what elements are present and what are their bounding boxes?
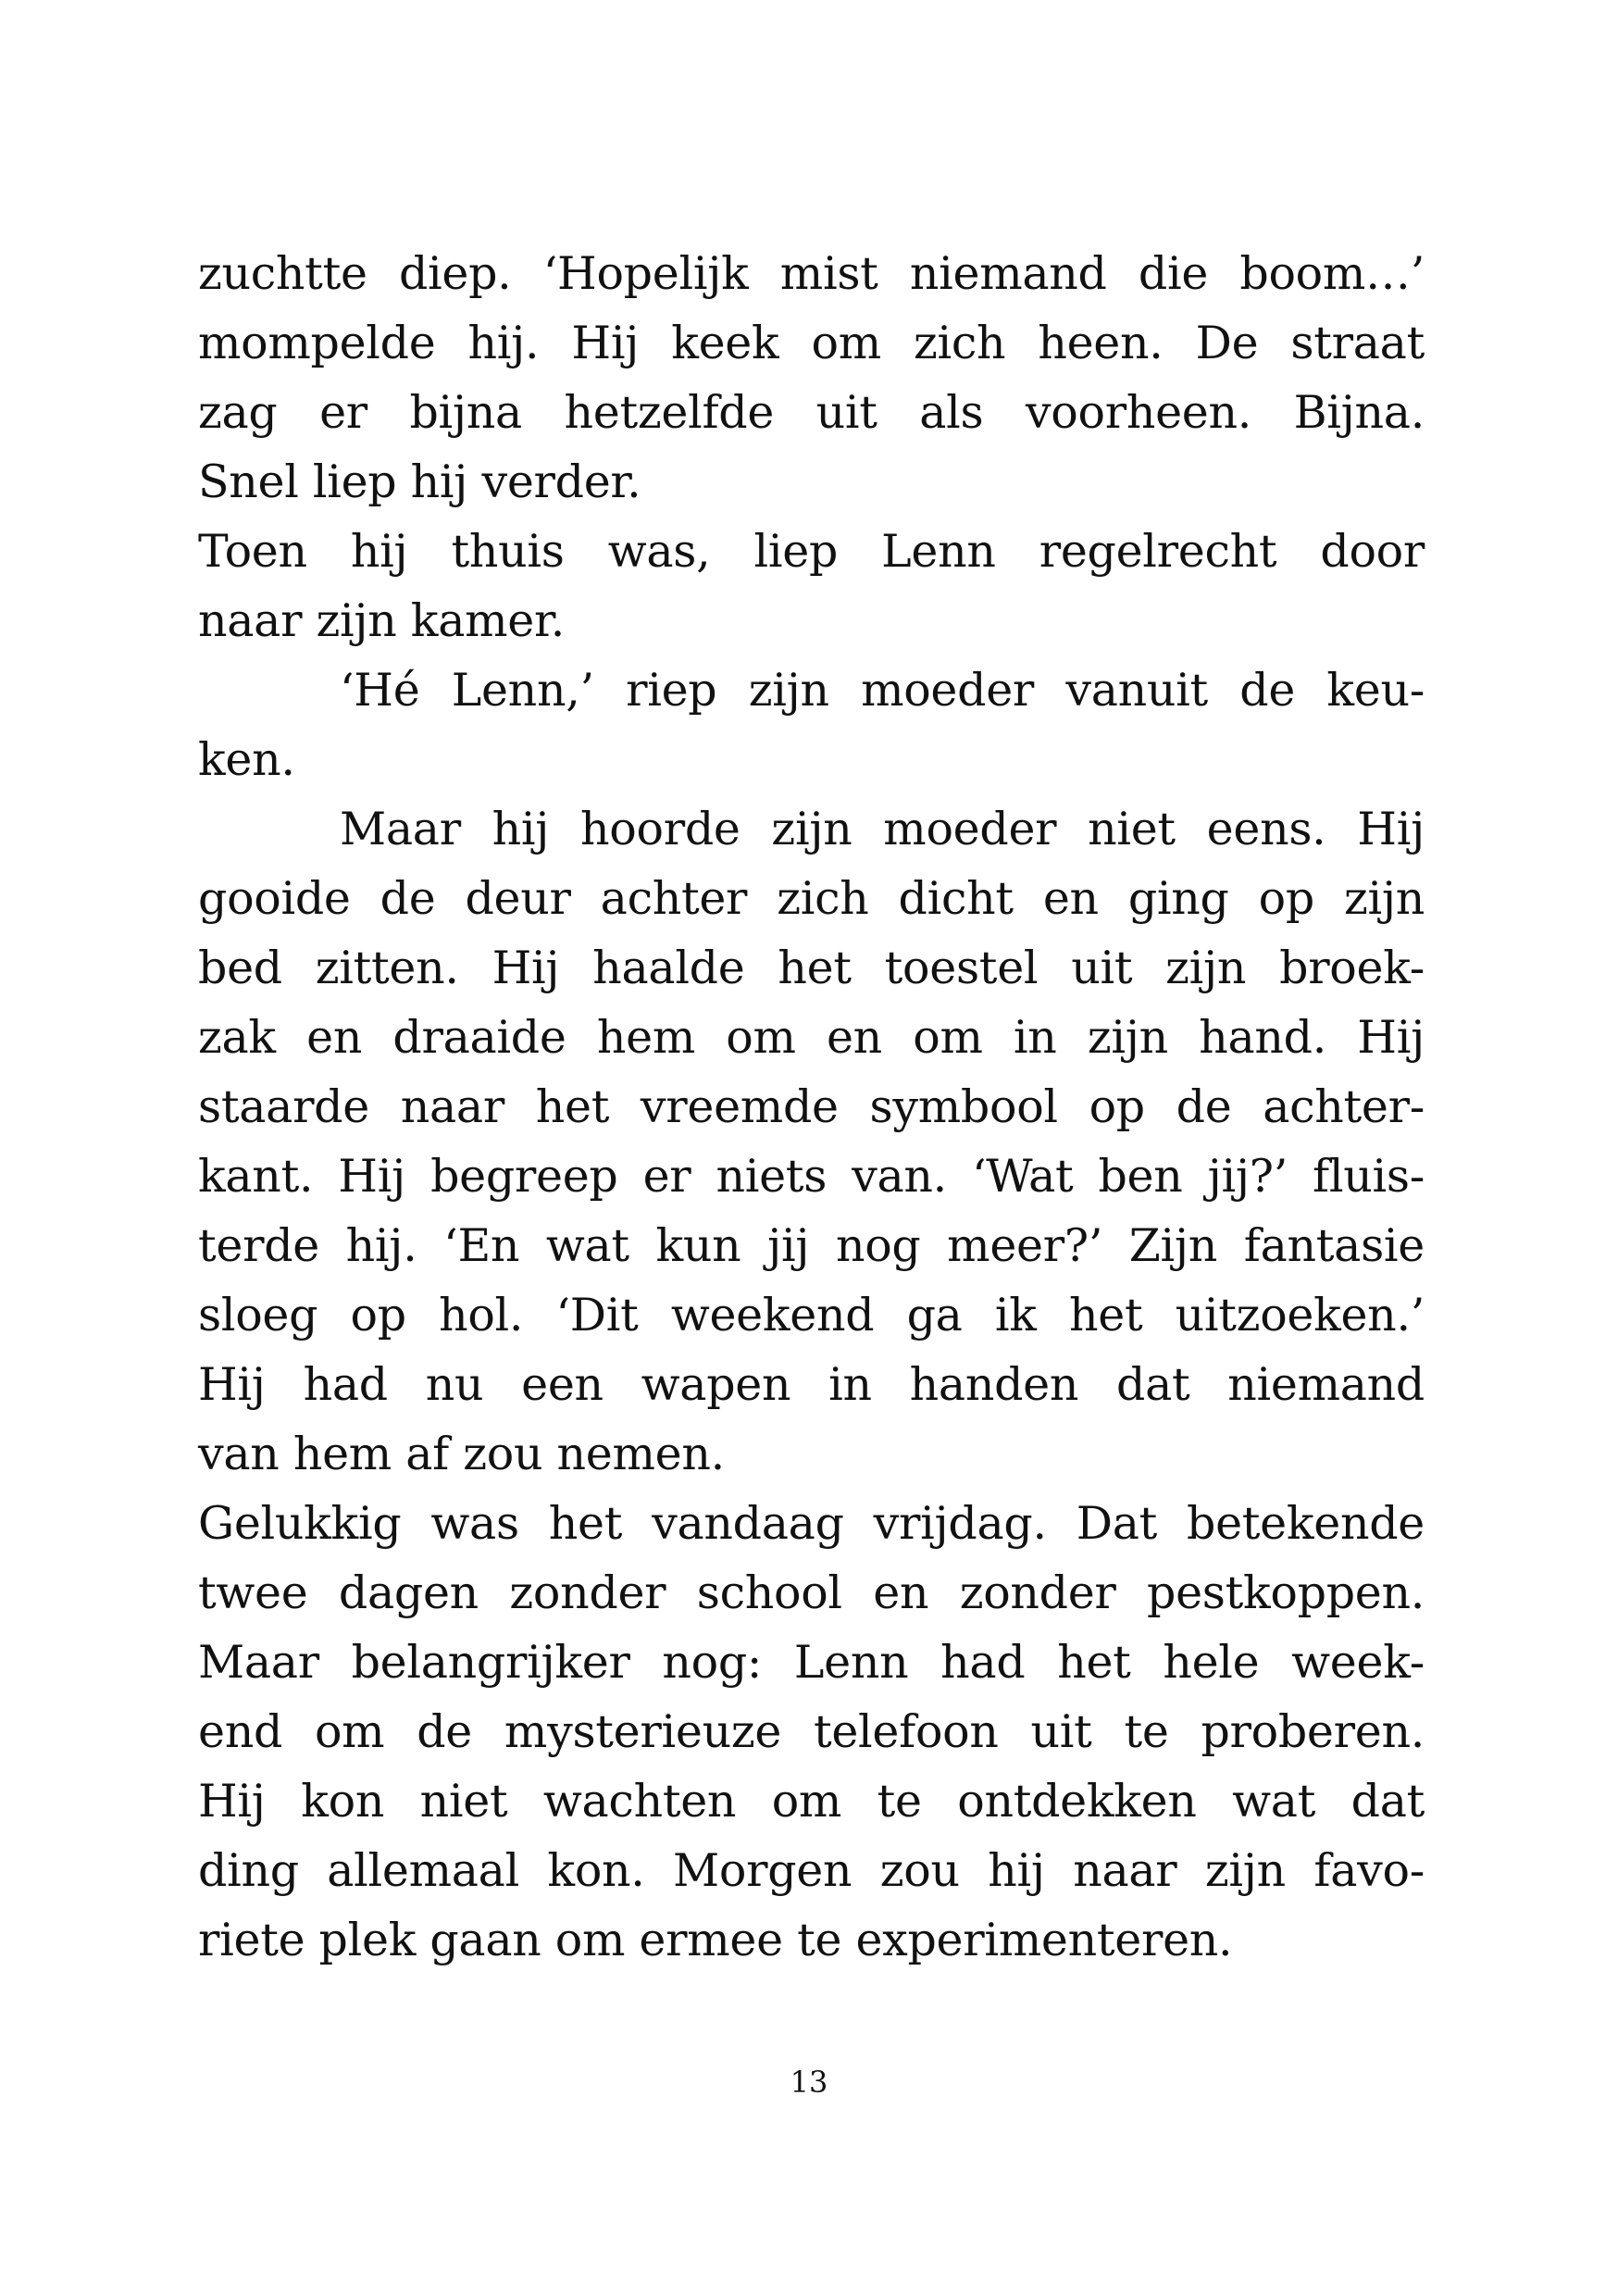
text-line: Maar hij hoorde zijn moeder niet eens. Hij	[340, 803, 1425, 855]
text-line: zuchtte diep. ‘Hopelijk mist niemand die boom…’	[198, 247, 1425, 300]
text-line: Hij had nu een wapen in handen dat niemand	[198, 1358, 1425, 1411]
text-line: gooide de deur achter zich dicht en ging op zijn	[198, 872, 1425, 925]
text-line: van hem af zou nemen.	[198, 1428, 725, 1480]
text-line: riete plek gaan om ermee te experimenteren.	[198, 1914, 1233, 1966]
text-line: ding allemaal kon. Morgen zou hij naar zijn favo-	[198, 1844, 1425, 1897]
text-line: ken.	[198, 733, 295, 786]
text-line: terde hij. ‘En wat kun jij nog meer?’ Zijn fantasie	[198, 1219, 1425, 1272]
text-line: Hij kon niet wachten om te ontdekken wat dat	[198, 1775, 1425, 1828]
text-line: Gelukkig was het vandaag vrijdag. Dat betekende	[198, 1497, 1425, 1550]
text-line: zag er bijna hetzelfde uit als voorheen. Bijna.	[198, 386, 1425, 439]
text-line: Toen hij thuis was, liep Lenn regelrecht door	[198, 525, 1425, 578]
page-number: 13	[790, 2065, 828, 2100]
text-line: zak en draaide hem om en om in zijn hand. Hij	[198, 1011, 1425, 1064]
text-line: mompelde hij. Hij keek om zich heen. De straat	[198, 317, 1425, 369]
text-line: bed zitten. Hij haalde het toestel uit zijn broek-	[198, 942, 1425, 994]
text-line: end om de mysterieuze telefoon uit te proberen.	[198, 1705, 1425, 1758]
text-line: staarde naar het vreemde symbool op de achter-	[198, 1080, 1425, 1133]
text-line: twee dagen zonder school en zonder pestkoppen.	[198, 1566, 1425, 1619]
text-line: Snel liep hij verder.	[198, 455, 641, 508]
text-line: ‘Hé Lenn,’ riep zijn moeder vanuit de keu-	[340, 664, 1425, 717]
text-line: sloeg op hol. ‘Dit weekend ga ik het uitzoeken.’	[198, 1289, 1425, 1341]
text-line: Maar belangrijker nog: Lenn had het hele week-	[198, 1636, 1425, 1689]
body-text	[198, 239, 1425, 1975]
text-line: kant. Hij begreep er niets van. ‘Wat ben jij?’ fluis-	[198, 1150, 1425, 1203]
text-line: naar zijn kamer.	[198, 594, 565, 647]
